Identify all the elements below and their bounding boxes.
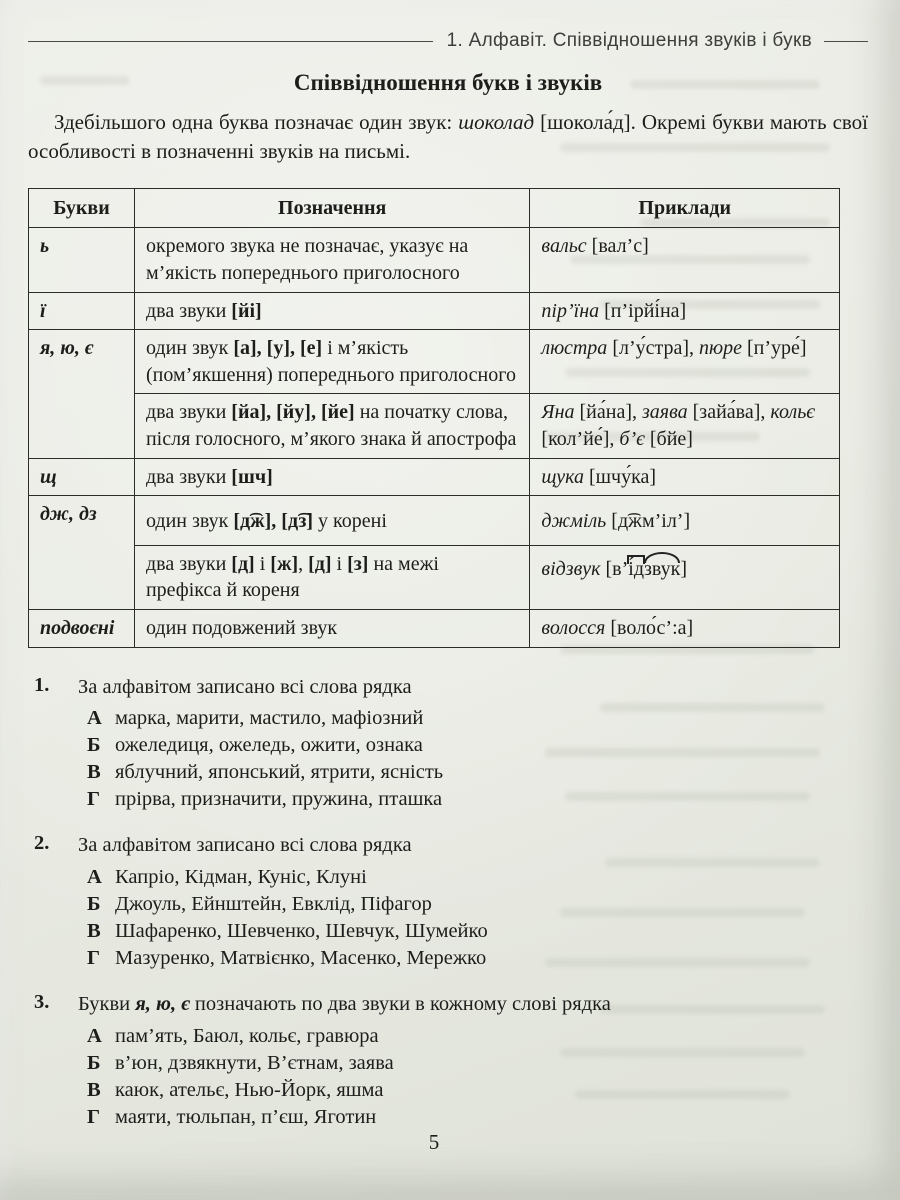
letter-cell: щ bbox=[29, 458, 135, 496]
examples-cell: Яна [йа́на], заява [зайа́ва], кольє [кол’йе́], б’є [бйе] bbox=[530, 394, 840, 458]
letter-cell: дж, дз bbox=[29, 496, 135, 610]
letters-sounds-table bbox=[28, 188, 840, 648]
examples-cell: вальс [вал’с] bbox=[530, 228, 840, 292]
header-rule-right bbox=[824, 41, 868, 42]
option-text: яблучний, японський, ятрити, ясність bbox=[115, 761, 444, 784]
exercise-1 bbox=[28, 674, 868, 814]
meaning-cell: два звуки [д] і [ж], [д] і [з] на межі префікса й кореня bbox=[134, 545, 529, 609]
option-letter: Г bbox=[87, 947, 101, 970]
examples-cell: відзвук [в’і́дзвук] bbox=[530, 545, 840, 609]
option-letter: Г bbox=[87, 1105, 101, 1128]
option-text: ожеледиця, ожеледь, ожити, ознака bbox=[115, 734, 423, 757]
option-row bbox=[78, 1050, 868, 1077]
table-row-doubled bbox=[29, 609, 840, 647]
option-row bbox=[78, 1023, 868, 1050]
option-row bbox=[78, 732, 868, 759]
option-row bbox=[78, 1104, 868, 1131]
option-row bbox=[78, 759, 868, 786]
option-letter: Б bbox=[87, 893, 101, 916]
option-letter: А bbox=[87, 1024, 102, 1047]
exercise-2 bbox=[28, 832, 868, 972]
option-row bbox=[78, 918, 868, 945]
option-text: Капріо, Кідман, Куніс, Клуні bbox=[115, 865, 367, 888]
option-letter: Г bbox=[87, 788, 101, 811]
meaning-cell: два звуки [шч] bbox=[134, 458, 529, 496]
meaning-cell: один звук [а], [у], [е] і м’якість (пом’якшення) попереднього приголосного bbox=[134, 330, 529, 394]
exercise-number: 2. bbox=[34, 832, 50, 855]
option-text: Джоуль, Ейнштейн, Евклід, Піфагор bbox=[115, 893, 432, 916]
meaning-cell: два звуки [йі] bbox=[134, 292, 529, 330]
letter-cell: ї bbox=[29, 292, 135, 330]
exercise-stem: Букви я, ю, є позначають по два звуки в кожному слові рядка bbox=[78, 993, 611, 1016]
exercise-stem: За алфавітом записано всі слова рядка bbox=[78, 675, 412, 698]
table-row-dzh-dz-1 bbox=[29, 496, 840, 546]
meaning-cell: один подовжений звук bbox=[134, 609, 529, 647]
examples-cell: щука [шчу́ка] bbox=[530, 458, 840, 496]
option-text: пам’ять, Баюл, кольє, гравюра bbox=[115, 1024, 379, 1047]
examples-cell: пір’їна [п’ірйі́на] bbox=[530, 292, 840, 330]
intro-paragraph: Здебільшого одна буква позначає один звук: шоколад [шокола́д]. Окремі букви мають свої особливості в позначенні звуків на письмі. bbox=[28, 110, 868, 164]
option-letter: А bbox=[87, 707, 102, 730]
letter-cell: ь bbox=[29, 228, 135, 292]
exercise-3 bbox=[28, 991, 868, 1131]
table-row-dzh-dz-2 bbox=[29, 545, 840, 609]
option-text: прірва, призначити, пружина, пташка bbox=[115, 788, 443, 811]
option-row bbox=[78, 786, 868, 813]
option-row bbox=[78, 864, 868, 891]
exercises-section bbox=[28, 674, 868, 1131]
option-letter: Б bbox=[87, 1051, 101, 1074]
option-letter: А bbox=[87, 865, 102, 888]
option-text: в’юн, дзвякнути, В’єтнам, заява bbox=[115, 1051, 394, 1074]
section-title: Співвідношення букв і звуків bbox=[293, 70, 603, 95]
option-row bbox=[78, 945, 868, 972]
table-row-ya-yu-ye-2 bbox=[29, 394, 840, 458]
option-text: Мазуренко, Матвієнко, Масенко, Мережко bbox=[115, 947, 487, 970]
meaning-cell: окремого звука не позначає, указує на м’якість попереднього приголосного bbox=[134, 228, 529, 292]
option-text: Шафаренко, Шевченко, Шевчук, Шумейко bbox=[115, 920, 488, 943]
option-row bbox=[78, 1077, 868, 1104]
header-rule-left bbox=[28, 41, 433, 42]
examples-cell: джміль [д͡жм’іл’] bbox=[530, 496, 840, 546]
col-header-meaning: Позначення bbox=[134, 188, 529, 228]
table-row-ya-yu-ye-1 bbox=[29, 330, 840, 394]
option-text: маяти, тюльпан, п’єш, Яготин bbox=[115, 1105, 377, 1128]
examples-cell: люстра [л’у́стра], пюре [п’уре́] bbox=[530, 330, 840, 394]
option-letter: Б bbox=[87, 734, 101, 757]
exercise-stem: За алфавітом записано всі слова рядка bbox=[78, 834, 412, 857]
option-letter: В bbox=[87, 920, 101, 943]
table-row-yi bbox=[29, 292, 840, 330]
letter-cell: подвоєні bbox=[29, 609, 135, 647]
col-header-letters: Букви bbox=[29, 188, 135, 228]
table-row-soft-sign bbox=[29, 228, 840, 292]
option-text: марка, марити, мастило, мафіозний bbox=[115, 707, 424, 730]
meaning-cell: два звуки [йа], [йу], [йе] на початку слова, після голосного, м’якого знака й апострофа bbox=[134, 394, 529, 458]
option-letter: В bbox=[87, 1078, 101, 1101]
page-number: 5 bbox=[428, 1130, 440, 1154]
exercise-number: 1. bbox=[34, 673, 50, 696]
running-header-title: 1. Алфавіт. Співвідношення звуків і букв bbox=[446, 30, 812, 51]
col-header-examples: Приклади bbox=[530, 188, 840, 228]
option-row bbox=[78, 891, 868, 918]
table-row-shch bbox=[29, 458, 840, 496]
exercise-number: 3. bbox=[34, 991, 50, 1014]
option-letter: В bbox=[87, 761, 101, 784]
examples-cell: волосся [воло́с’:а] bbox=[530, 609, 840, 647]
meaning-cell: один звук [д͡ж], [д͡з] у корені bbox=[134, 496, 529, 546]
option-row bbox=[78, 705, 868, 732]
option-text: каюк, ательє, Нью-Йорк, яшма bbox=[115, 1078, 384, 1101]
letter-cell: я, ю, є bbox=[29, 330, 135, 458]
table-header-row bbox=[29, 188, 840, 228]
running-header bbox=[28, 30, 868, 52]
